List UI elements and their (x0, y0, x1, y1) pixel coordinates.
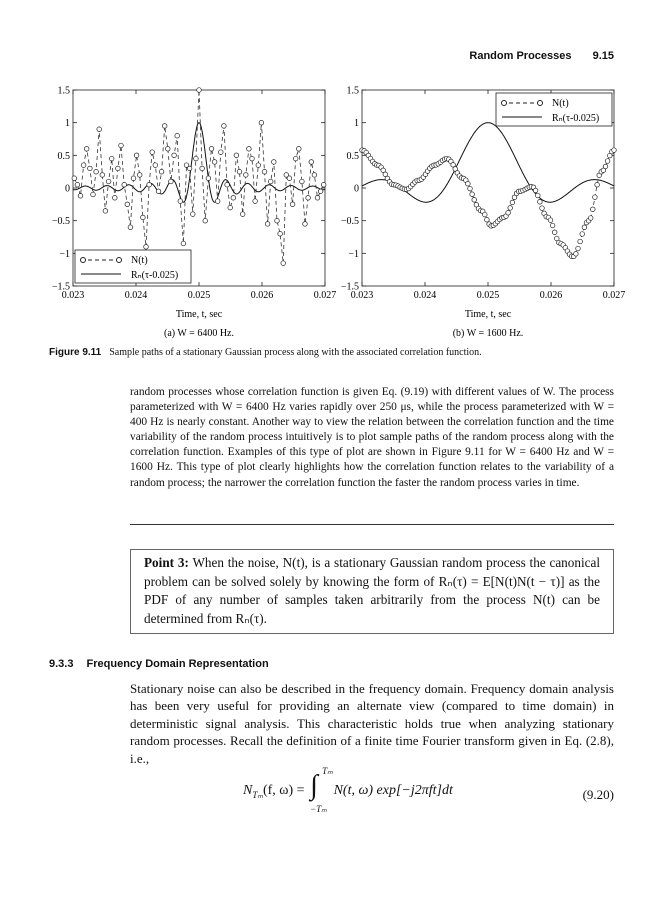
x-tick-label: 0.025 (476, 290, 500, 301)
noise-point (169, 179, 174, 184)
legend-marker (502, 101, 507, 106)
noise-point (508, 206, 513, 211)
noise-point (576, 246, 581, 251)
noise-point (119, 143, 124, 148)
noise-point (552, 230, 557, 235)
chart-panel-b (341, 86, 625, 340)
noise-point (309, 160, 314, 165)
eq-lhs: N (243, 783, 253, 799)
noise-point (550, 223, 555, 228)
y-tick-label: −1.5 (340, 281, 359, 293)
noise-point (297, 147, 302, 152)
y-tick-label: −0.5 (51, 216, 70, 228)
eq-lhs-sub: Tₘ (252, 790, 263, 801)
section-title: Frequency Domain Representation (86, 658, 269, 670)
noise-point (290, 202, 295, 207)
noise-point (588, 216, 593, 221)
panel-sublabel: (b) W = 1600 Hz. (452, 328, 524, 339)
noise-point (533, 188, 538, 193)
divider (130, 524, 614, 525)
noise-point (181, 241, 186, 246)
noise-point (281, 261, 286, 266)
noise-point (100, 173, 105, 178)
noise-point (144, 245, 149, 250)
caption-text: Sample paths of a stationary Gaussian process along with the associated correlation function. (109, 347, 482, 358)
noise-point (250, 156, 255, 161)
figure-caption (49, 347, 629, 358)
y-tick-label: −1 (348, 248, 359, 260)
noise-point (483, 212, 488, 217)
header-section: Random Processes (469, 50, 572, 62)
noise-point (187, 166, 192, 171)
noise-point (153, 163, 158, 168)
x-tick-label: 0.027 (313, 290, 337, 301)
noise-point (94, 169, 99, 174)
noise-point (122, 182, 127, 187)
section-heading (49, 658, 269, 670)
y-tick-label: 1.5 (346, 85, 359, 97)
noise-point (272, 160, 277, 165)
noise-point (468, 186, 473, 191)
noise-point (231, 196, 236, 201)
paragraph-frequency: Stationary noise can also be described in the frequency domain. Frequency domain analysis has been very useful for providing an alternate view (compared to time domain) in deterministic signal analysis. This characteristic holds true when analyzing stationary random processes. Recall the definition of a finite time Fourier transform given in Eq. (2.8), i.e., (130, 681, 614, 766)
legend-marker (538, 101, 543, 106)
legend-label-noise: N(t) (131, 255, 148, 266)
noise-point (303, 222, 308, 227)
noise-point (194, 156, 199, 161)
noise-point (278, 231, 283, 236)
x-axis-label: Time, t, sec (464, 309, 512, 320)
noise-point (318, 189, 323, 194)
noise-point (91, 192, 96, 197)
noise-point (591, 207, 596, 212)
noise-point (162, 124, 167, 129)
noise-line (362, 150, 614, 256)
caption-label: Figure 9.11 (49, 347, 102, 358)
point-3-box (130, 549, 614, 634)
noise-point (306, 196, 311, 201)
noise-point (256, 163, 261, 168)
noise-point (574, 252, 579, 257)
x-axis-label: Time, t, sec (175, 309, 223, 320)
noise-point (134, 153, 139, 158)
y-tick-label: −1.5 (51, 281, 70, 293)
paragraph-correlation: random processes whose correlation function is given Eq. (9.19) with different values of W. The process parameterized with W = 6400 Hz varies rapidly over 250 μs, while the process parameterized with W = 400 Hz is nearly constant. Another way to view the relation between the correlation function and the time variability of the random process intuitively is to plot sample paths of the random process along with the correlation function. Examples of this type of plot are shown in Figure 9.11 for W = 6400 Hz and W = 1600 Hz. This type of plot clearly highlights how the correlation function relates to the variability of a random process; the narrower the correlation function the faster the random process varies in time. (130, 386, 614, 489)
noise-point (150, 150, 155, 155)
section-number: 9.3.3 (49, 658, 74, 670)
legend-label-corr: Rₙ(τ-0.025) (552, 113, 600, 124)
noise-point (159, 169, 164, 174)
noise-point (548, 218, 553, 223)
noise-point (215, 199, 220, 204)
noise-point (540, 206, 545, 211)
y-tick-label: 1 (65, 118, 70, 130)
noise-point (293, 156, 298, 161)
x-tick-label: 0.023 (350, 290, 374, 301)
y-tick-label: 0 (354, 183, 359, 195)
header-page: 9.15 (592, 50, 614, 62)
legend-label-noise: N(t) (552, 98, 569, 109)
figure-9-11 (0, 75, 664, 345)
noise-point (128, 225, 133, 230)
noise-point (106, 179, 111, 184)
noise-point (466, 181, 471, 186)
noise-point (247, 147, 252, 152)
noise-point (156, 189, 161, 194)
y-tick-label: 0.5 (57, 150, 70, 162)
noise-point (225, 182, 230, 187)
noise-point (321, 182, 326, 187)
y-tick-label: 1 (354, 118, 359, 130)
x-tick-label: 0.024 (124, 290, 148, 301)
point-3-label: Point 3: (144, 555, 189, 570)
noise-point (125, 202, 130, 207)
x-tick-label: 0.025 (187, 290, 211, 301)
noise-point (265, 222, 270, 227)
noise-point (485, 217, 490, 222)
running-header (451, 50, 614, 62)
noise-point (84, 147, 89, 152)
eq-lhs-args: (f, ω) = (262, 783, 305, 799)
legend-marker (117, 258, 122, 263)
noise-point (206, 176, 211, 181)
noise-point (595, 182, 600, 187)
noise-point (237, 169, 242, 174)
x-tick-label: 0.024 (413, 290, 437, 301)
noise-point (131, 176, 136, 181)
noise-point (78, 194, 83, 199)
correlation-line (362, 123, 614, 203)
noise-point (268, 179, 273, 184)
noise-point (470, 192, 475, 197)
equation-9-20 (243, 766, 453, 814)
noise-point (580, 232, 585, 237)
noise-point (72, 176, 77, 181)
noise-point (253, 199, 258, 204)
noise-point (603, 164, 608, 169)
noise-point (612, 148, 617, 153)
noise-point (212, 160, 217, 165)
noise-point (275, 218, 280, 223)
chart-panel-a (52, 86, 336, 340)
x-tick-label: 0.023 (61, 290, 85, 301)
y-tick-label: −0.5 (340, 216, 359, 228)
noise-point (191, 212, 196, 217)
noise-point (141, 215, 146, 220)
noise-point (472, 198, 477, 203)
noise-point (81, 163, 86, 168)
noise-point (219, 150, 224, 155)
noise-point (147, 182, 152, 187)
noise-point (259, 120, 264, 125)
y-tick-label: 0 (65, 183, 70, 195)
y-tick-label: 0.5 (346, 150, 359, 162)
noise-point (287, 176, 292, 181)
noise-point (538, 200, 543, 205)
panel-sublabel: (a) W = 6400 Hz. (164, 328, 234, 339)
noise-point (506, 210, 511, 215)
noise-point (536, 193, 541, 198)
noise-point (103, 209, 108, 214)
noise-point (240, 212, 245, 217)
noise-point (315, 196, 320, 201)
noise-point (97, 127, 102, 132)
noise-point (510, 200, 515, 205)
noise-point (578, 239, 583, 244)
y-tick-label: 1.5 (57, 85, 70, 97)
noise-point (203, 218, 208, 223)
equation-number: (9.20) (582, 787, 614, 802)
eq-lower: −Tₘ (310, 804, 327, 814)
noise-point (234, 153, 239, 158)
noise-point (222, 124, 227, 129)
noise-point (88, 166, 93, 171)
noise-point (109, 156, 114, 161)
noise-point (75, 182, 80, 187)
noise-point (172, 153, 177, 158)
y-tick-label: −1 (59, 248, 70, 260)
noise-point (137, 173, 142, 178)
x-tick-label: 0.026 (539, 290, 563, 301)
noise-point (178, 199, 183, 204)
noise-point (197, 88, 202, 93)
noise-point (166, 147, 171, 152)
noise-point (113, 196, 118, 201)
noise-point (593, 195, 598, 200)
integral-sign: ∫ Tₘ −Tₘ (310, 766, 333, 814)
noise-point (582, 225, 587, 230)
eq-upper: Tₘ (322, 766, 333, 776)
noise-point (209, 147, 214, 152)
noise-point (228, 205, 233, 210)
eq-integrand: N(t, ω) exp[−j2πft]dt (333, 783, 453, 799)
noise-point (605, 159, 610, 164)
x-tick-label: 0.026 (250, 290, 274, 301)
noise-point (312, 173, 317, 178)
noise-point (116, 166, 121, 171)
noise-point (262, 169, 267, 174)
noise-point (244, 173, 249, 178)
noise-point (200, 166, 205, 171)
legend-marker (81, 258, 86, 263)
noise-point (175, 133, 180, 138)
point-3-text: When the noise, N(t), is a stationary Gaussian random process the canonical problem can be solved solely by knowing the form of Rₙ(τ) = E[N(t)N(t − τ)] as the PDF of any number of samples taken arbitrarily from the process N(t) can be determined from Rₙ(τ). (144, 555, 600, 626)
legend-label-corr: Rₙ(τ-0.025) (131, 270, 179, 281)
x-tick-label: 0.027 (602, 290, 626, 301)
noise-point (300, 179, 305, 184)
